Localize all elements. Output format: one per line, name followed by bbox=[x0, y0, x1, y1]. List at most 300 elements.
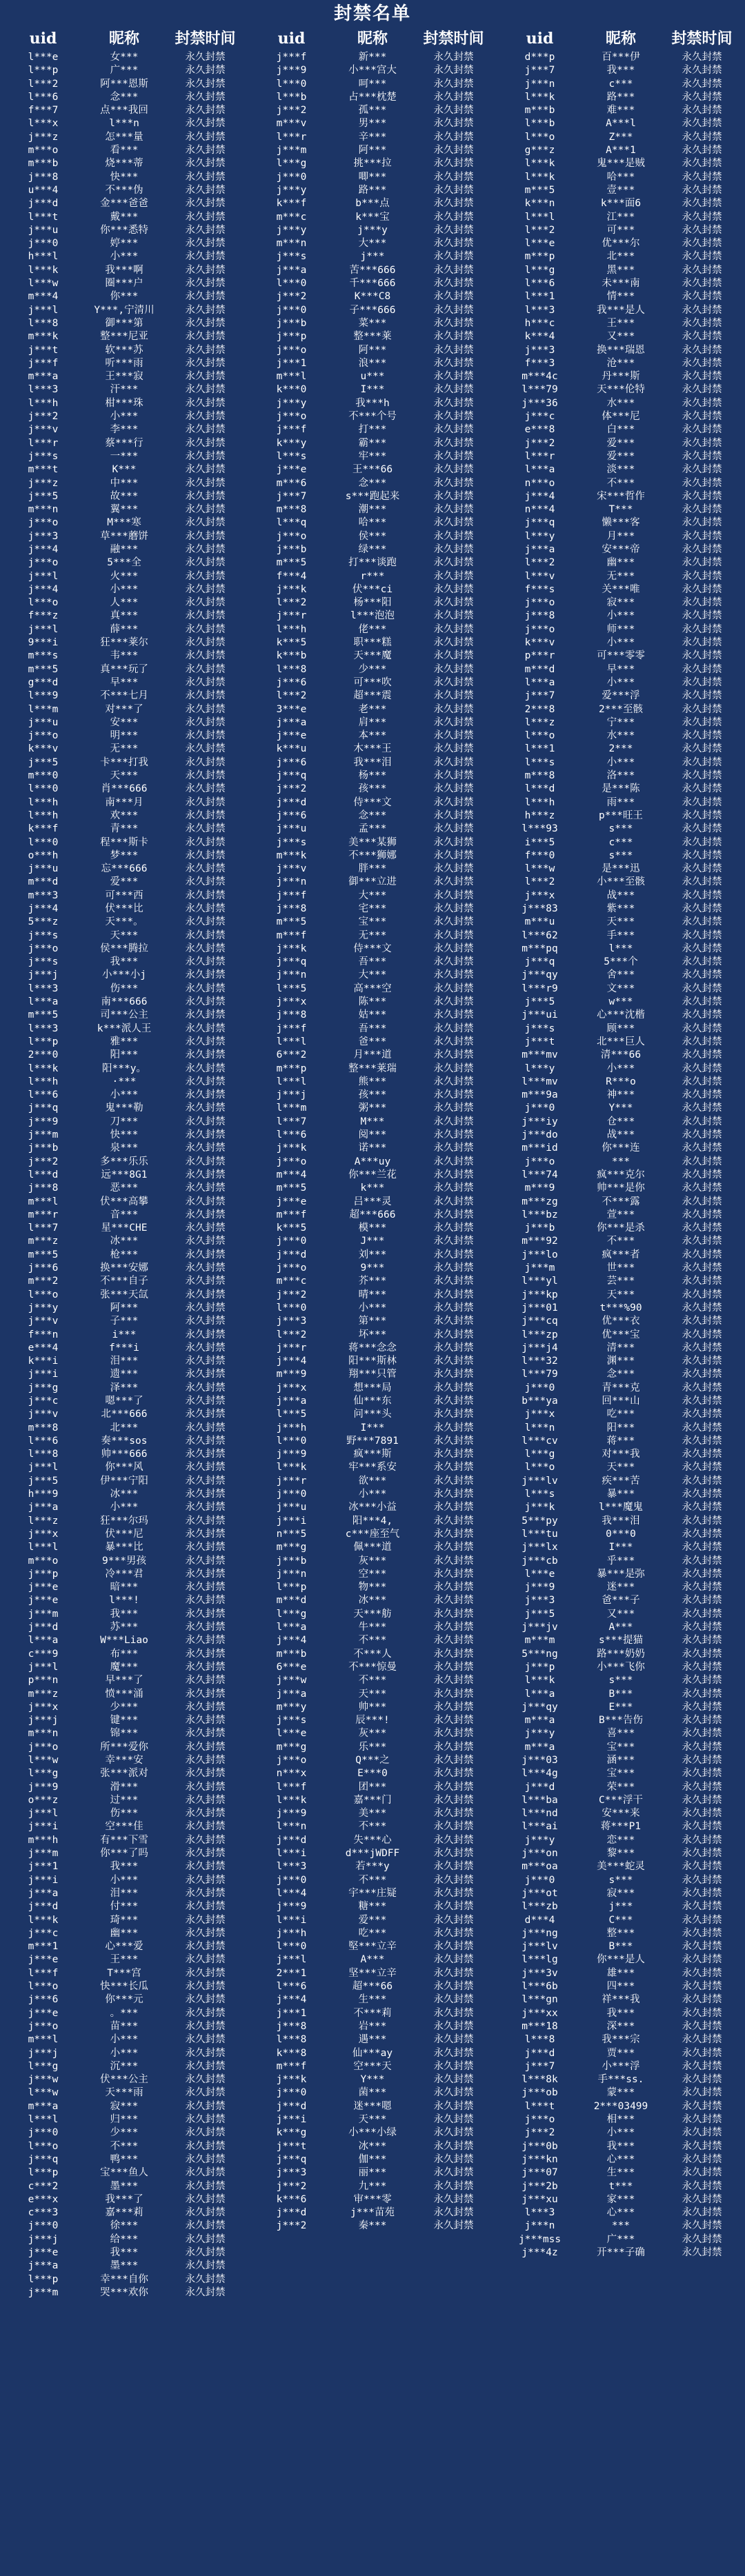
table-row bbox=[0, 676, 248, 690]
ban-time-cell: 永久封禁 bbox=[682, 490, 722, 502]
table-row bbox=[497, 1063, 745, 1076]
table-row bbox=[0, 437, 248, 450]
uid-cell: j***t bbox=[524, 1036, 555, 1047]
table-row bbox=[0, 2153, 248, 2166]
uid-cell: h***l bbox=[28, 251, 59, 263]
uid-cell: f***7 bbox=[28, 105, 59, 117]
nickname-cell: 给*** bbox=[110, 2233, 139, 2245]
ban-time-cell: 永久封禁 bbox=[433, 1927, 474, 1939]
ban-time-cell: 永久封禁 bbox=[185, 1914, 226, 1926]
nickname-cell: 泪*** bbox=[110, 1887, 139, 1899]
ban-time-cell: 永久封禁 bbox=[185, 703, 226, 715]
ban-time-cell: 永久封禁 bbox=[185, 2100, 226, 2112]
table-row bbox=[497, 2246, 745, 2260]
ban-time-cell: 永久封禁 bbox=[433, 211, 474, 223]
table-row bbox=[0, 823, 248, 836]
table-row bbox=[248, 197, 497, 210]
uid-cell: j***o bbox=[28, 517, 59, 529]
uid-cell: l***b bbox=[276, 91, 307, 103]
table-row bbox=[0, 224, 248, 237]
nickname-cell: 牛*** bbox=[358, 1622, 387, 1633]
uid-cell: j***6 bbox=[28, 1262, 59, 1274]
nickname-cell: 真*** bbox=[110, 610, 139, 622]
uid-cell: j***o bbox=[28, 557, 59, 569]
nickname-cell: 雨*** bbox=[606, 796, 635, 808]
table-row bbox=[0, 397, 248, 410]
table-row bbox=[248, 1249, 497, 1262]
nickname-cell: 可***西 bbox=[105, 889, 143, 901]
uid-cell: m***z bbox=[28, 1236, 59, 1247]
table-row bbox=[248, 876, 497, 889]
nickname-cell: 水*** bbox=[606, 730, 635, 742]
uid-cell: l***i bbox=[276, 1848, 307, 1860]
ban-time-cell: 永久封禁 bbox=[682, 131, 722, 143]
ban-time-cell: 永久封禁 bbox=[433, 251, 474, 263]
table-row bbox=[497, 450, 745, 463]
ban-time-cell: 永久封禁 bbox=[433, 796, 474, 808]
table-row bbox=[497, 1980, 745, 1993]
table-rows bbox=[497, 51, 745, 2260]
table-row bbox=[0, 2047, 248, 2060]
uid-cell: j***r bbox=[276, 1475, 307, 1487]
uid-cell: l***0 bbox=[276, 1941, 307, 1953]
nickname-cell: 天***舫 bbox=[353, 1608, 392, 1620]
uid-cell: j***7 bbox=[524, 690, 555, 702]
ban-time-cell: 永久封禁 bbox=[433, 2047, 474, 2059]
ban-time-cell: 永久封禁 bbox=[682, 1076, 722, 1087]
table-row bbox=[0, 1501, 248, 1514]
ban-time-cell: 永久封禁 bbox=[185, 1435, 226, 1447]
ban-time-cell: 永久封禁 bbox=[682, 1848, 722, 1860]
uid-cell: j***o bbox=[524, 597, 555, 609]
table-row bbox=[0, 903, 248, 916]
nickname-cell: 你***连 bbox=[602, 1143, 640, 1154]
ban-time-cell: 永久封禁 bbox=[682, 1329, 722, 1340]
ban-time-cell: 永久封禁 bbox=[682, 863, 722, 875]
ban-time-cell: 永久封禁 bbox=[433, 1834, 474, 1846]
ban-time-cell: 永久封禁 bbox=[433, 1462, 474, 1473]
uid-cell: j***2 bbox=[28, 1156, 59, 1167]
uid-cell: l***h bbox=[524, 796, 555, 808]
nickname-cell: 子***666 bbox=[349, 304, 396, 316]
nickname-cell: 清***66 bbox=[600, 1049, 642, 1061]
table-row bbox=[248, 1382, 497, 1395]
ban-time-cell: 永久封禁 bbox=[185, 304, 226, 316]
nickname-cell: 宝*** bbox=[606, 1741, 635, 1753]
ban-time-cell: 永久封禁 bbox=[185, 1076, 226, 1087]
uid-cell: j***8 bbox=[28, 1183, 59, 1194]
nickname-cell: I*** bbox=[608, 1542, 633, 1553]
nickname-cell: 不*** bbox=[606, 477, 635, 489]
nickname-cell: 高***空 bbox=[353, 983, 392, 994]
table-row bbox=[0, 530, 248, 543]
uid-cell: j***2 bbox=[524, 437, 555, 449]
ban-time-cell: 永久封禁 bbox=[682, 158, 722, 170]
uid-cell: j***u bbox=[276, 1502, 307, 1513]
nickname-cell: p***旺王 bbox=[599, 809, 643, 821]
uid-cell: l***5 bbox=[276, 983, 307, 994]
nickname-cell: 黑*** bbox=[606, 264, 635, 276]
ban-time-cell: 永久封禁 bbox=[682, 770, 722, 782]
uid-cell: l***i bbox=[276, 1914, 307, 1926]
uid-cell: l***tu bbox=[522, 1528, 558, 1540]
table-row bbox=[0, 1953, 248, 1966]
uid-cell: f***0 bbox=[524, 849, 555, 861]
nickname-cell: 新*** bbox=[358, 52, 387, 63]
ban-time-cell: 永久封禁 bbox=[185, 198, 226, 210]
nickname-cell: 不*** bbox=[110, 2140, 139, 2152]
uid-cell: l***y bbox=[524, 530, 555, 542]
table-row bbox=[497, 1581, 745, 1594]
nickname-cell: 爱*** bbox=[110, 876, 139, 888]
nickname-cell: 粥*** bbox=[358, 1103, 387, 1114]
nickname-cell: i*** bbox=[112, 1329, 137, 1340]
ban-time-cell: 永久封禁 bbox=[433, 331, 474, 343]
header-nickname: 昵称 bbox=[357, 30, 388, 48]
table-row bbox=[248, 1634, 497, 1647]
uid-cell: l***gn bbox=[522, 1994, 558, 2006]
table-row bbox=[248, 1355, 497, 1368]
nickname-cell: 9*** bbox=[360, 1262, 385, 1274]
nickname-cell: 真***玩了 bbox=[100, 663, 148, 675]
ban-time-cell: 永久封禁 bbox=[185, 943, 226, 954]
uid-cell: k***v bbox=[28, 743, 59, 755]
table-row bbox=[248, 650, 497, 663]
uid-cell: j***mss bbox=[518, 2233, 562, 2245]
ban-time-cell: 永久封禁 bbox=[185, 1382, 226, 1393]
table-row bbox=[0, 1142, 248, 1155]
uid-cell: i***5 bbox=[524, 836, 555, 848]
nickname-cell: 疯***斯 bbox=[353, 1449, 392, 1460]
uid-cell: j***k bbox=[276, 943, 307, 954]
ban-time-cell: 永久封禁 bbox=[433, 1954, 474, 1966]
ban-time-cell: 永久封禁 bbox=[682, 623, 722, 635]
ban-time-cell: 永久封禁 bbox=[185, 1808, 226, 1820]
uid-cell: j***i bbox=[276, 2114, 307, 2126]
uid-cell: j***m bbox=[524, 1262, 555, 1274]
ban-time-cell: 永久封禁 bbox=[682, 1143, 722, 1154]
uid-cell: j***a bbox=[276, 716, 307, 728]
uid-cell: j***e bbox=[276, 1196, 307, 1207]
nickname-cell: 刀*** bbox=[110, 1116, 139, 1127]
nickname-cell: 嗯***了 bbox=[105, 1395, 143, 1407]
nickname-cell: 空***天 bbox=[353, 2060, 392, 2072]
ban-time-cell: 永久封禁 bbox=[682, 703, 722, 715]
uid-cell: l***7 bbox=[28, 1222, 59, 1234]
ban-time-cell: 永久封禁 bbox=[185, 1462, 226, 1473]
table-row bbox=[248, 1342, 497, 1355]
ban-time-cell: 永久封禁 bbox=[433, 450, 474, 462]
table-row bbox=[0, 157, 248, 170]
nickname-cell: 嘉***门 bbox=[353, 1794, 392, 1806]
uid-cell: j***x bbox=[524, 889, 555, 901]
ban-time-cell: 永久封禁 bbox=[682, 1994, 722, 2006]
ban-time-cell: 永久封禁 bbox=[433, 1422, 474, 1433]
table-row bbox=[497, 1156, 745, 1169]
table-row bbox=[497, 1648, 745, 1661]
nickname-cell: 侯***腾拉 bbox=[100, 943, 148, 954]
nickname-cell: 幽*** bbox=[606, 557, 635, 569]
uid-cell: m***u bbox=[524, 916, 555, 928]
nickname-cell: j***y bbox=[357, 224, 388, 236]
ban-time-cell: 永久封禁 bbox=[433, 637, 474, 649]
uid-cell: j***a bbox=[28, 1887, 59, 1899]
uid-cell: l***p bbox=[28, 2167, 59, 2179]
ban-time-cell: 永久封禁 bbox=[185, 1688, 226, 1700]
uid-cell: m***6 bbox=[276, 477, 307, 489]
uid-cell: l***r bbox=[276, 131, 307, 143]
ban-time-cell: 永久封禁 bbox=[185, 743, 226, 755]
nickname-cell: 我***是人 bbox=[597, 304, 645, 316]
uid-cell: l***s bbox=[276, 450, 307, 462]
nickname-cell: 欢*** bbox=[110, 809, 139, 821]
ban-time-cell: 永久封禁 bbox=[185, 1249, 226, 1260]
nickname-cell: 阿*** bbox=[358, 344, 387, 356]
uid-cell: j***i bbox=[28, 1874, 59, 1886]
table-row bbox=[248, 1914, 497, 1927]
uid-cell: l***h bbox=[28, 796, 59, 808]
uid-cell: m***k bbox=[28, 331, 59, 343]
nickname-cell: 侍***文 bbox=[353, 796, 392, 808]
ban-time-cell: 永久封禁 bbox=[185, 224, 226, 236]
nickname-cell: B*** bbox=[608, 1688, 633, 1700]
ban-time-cell: 永久封禁 bbox=[682, 504, 722, 516]
table-row bbox=[497, 277, 745, 290]
ban-time-cell: 永久封禁 bbox=[433, 1316, 474, 1327]
nickname-cell: 爱*** bbox=[358, 1914, 387, 1926]
uid-cell: m***5 bbox=[524, 184, 555, 196]
ban-time-cell: 永久封禁 bbox=[433, 1063, 474, 1074]
table-row bbox=[248, 863, 497, 876]
ban-time-cell: 永久封禁 bbox=[433, 2153, 474, 2165]
nickname-cell: 呵*** bbox=[358, 78, 387, 90]
uid-cell: j***do bbox=[522, 1129, 558, 1141]
uid-cell: l***h bbox=[276, 623, 307, 635]
nickname-cell: 小*** bbox=[110, 1874, 139, 1886]
nickname-cell: 小***小j bbox=[102, 969, 146, 981]
nickname-cell: 安*** bbox=[110, 716, 139, 728]
table-row bbox=[497, 996, 745, 1009]
table-row bbox=[0, 1834, 248, 1847]
nickname-cell: 回***山 bbox=[602, 1395, 640, 1407]
table-row bbox=[248, 1235, 497, 1248]
table-row bbox=[0, 197, 248, 210]
table-row bbox=[248, 317, 497, 330]
uid-cell: j***k bbox=[276, 2074, 307, 2086]
nickname-cell: c*** bbox=[608, 78, 633, 90]
ban-time-cell: 永久封禁 bbox=[433, 1449, 474, 1460]
ban-time-cell: 永久封禁 bbox=[682, 2020, 722, 2032]
ban-time-cell: 永久封禁 bbox=[433, 530, 474, 542]
ban-time-cell: 永久封禁 bbox=[433, 2180, 474, 2192]
ban-time-cell: 永久封禁 bbox=[185, 1156, 226, 1167]
ban-time-cell: 永久封禁 bbox=[185, 78, 226, 90]
nickname-cell: 老*** bbox=[358, 703, 387, 715]
ban-time-cell: 永久封禁 bbox=[682, 344, 722, 356]
uid-cell: l***z bbox=[524, 716, 555, 728]
uid-cell: g***d bbox=[28, 676, 59, 688]
nickname-cell: 南***月 bbox=[105, 796, 143, 808]
uid-cell: j***lv bbox=[522, 1475, 558, 1487]
uid-cell: h***9 bbox=[28, 1489, 59, 1500]
nickname-cell: 优***衣 bbox=[602, 1316, 640, 1327]
table-row bbox=[497, 1515, 745, 1528]
table-row bbox=[0, 943, 248, 956]
uid-cell: j***0b bbox=[522, 2140, 558, 2152]
table-row bbox=[0, 556, 248, 570]
nickname-cell: 2***至骸 bbox=[599, 703, 643, 715]
table-row bbox=[248, 1794, 497, 1807]
ban-time-cell: 永久封禁 bbox=[682, 1196, 722, 1207]
table-row bbox=[497, 1820, 745, 1833]
nickname-cell: 相*** bbox=[606, 2114, 635, 2126]
uid-cell: j***b bbox=[276, 317, 307, 329]
uid-cell: j***d bbox=[524, 2047, 555, 2059]
uid-cell: l***lg bbox=[522, 1954, 558, 1966]
nickname-cell: 人*** bbox=[110, 597, 139, 609]
nickname-cell: 爸*** bbox=[358, 1036, 387, 1047]
uid-cell: m***c bbox=[276, 211, 307, 223]
uid-cell: l***zb bbox=[522, 1901, 558, 1913]
uid-cell: j***e bbox=[28, 1954, 59, 1966]
table-row bbox=[497, 1315, 745, 1328]
table-row bbox=[248, 1448, 497, 1461]
table-row bbox=[497, 743, 745, 756]
uid-cell: 9***i bbox=[28, 637, 59, 649]
nickname-cell: E*** bbox=[608, 1701, 633, 1713]
ban-time-cell: 永久封禁 bbox=[185, 1701, 226, 1713]
table-row bbox=[497, 357, 745, 370]
uid-cell: 2***8 bbox=[524, 703, 555, 715]
ban-time-cell: 永久封禁 bbox=[433, 1249, 474, 1260]
table-row bbox=[0, 729, 248, 743]
ban-time-cell: 永久封禁 bbox=[185, 1502, 226, 1513]
table-row bbox=[497, 1329, 745, 1342]
nickname-cell: 又*** bbox=[606, 1608, 635, 1620]
nickname-cell: s*** bbox=[608, 849, 633, 861]
table-row bbox=[497, 1967, 745, 1980]
ban-time-cell: 永久封禁 bbox=[185, 238, 226, 250]
table-row bbox=[0, 969, 248, 982]
table-row bbox=[248, 1023, 497, 1036]
ban-time-cell: 永久封禁 bbox=[433, 291, 474, 303]
uid-cell: m***v bbox=[276, 118, 307, 130]
table-row bbox=[248, 1820, 497, 1833]
nickname-cell: 你***了吗 bbox=[100, 1848, 148, 1860]
uid-cell: l***0 bbox=[276, 1435, 307, 1447]
uid-cell: b***ya bbox=[522, 1395, 558, 1407]
uid-cell: l***o bbox=[524, 131, 555, 143]
uid-cell: j***s bbox=[28, 450, 59, 462]
nickname-cell: 手***ss. bbox=[597, 2074, 644, 2086]
table-row bbox=[0, 477, 248, 490]
table-row bbox=[0, 1887, 248, 1900]
nickname-cell: 我***泪 bbox=[353, 756, 392, 768]
table-row bbox=[497, 2033, 745, 2046]
table-row bbox=[0, 636, 248, 650]
ban-time-cell: 永久封禁 bbox=[682, 331, 722, 343]
ban-time-cell: 永久封禁 bbox=[185, 1262, 226, 1274]
nickname-cell: 疾***苦 bbox=[602, 1475, 640, 1487]
ban-time-cell: 永久封禁 bbox=[433, 1435, 474, 1447]
table-row bbox=[497, 2233, 745, 2246]
table-row bbox=[0, 1515, 248, 1528]
table-row bbox=[0, 2020, 248, 2033]
table-row bbox=[497, 1847, 745, 1860]
table-row bbox=[497, 516, 745, 530]
table-row bbox=[0, 1395, 248, 1408]
uid-cell: k***4 bbox=[524, 331, 555, 343]
ban-time-cell: 永久封禁 bbox=[682, 1568, 722, 1580]
nickname-cell: 北*** bbox=[110, 1422, 139, 1433]
nickname-cell: 水*** bbox=[606, 397, 635, 409]
ban-time-cell: 永久封禁 bbox=[682, 783, 722, 795]
ban-time-cell: 永久封禁 bbox=[433, 171, 474, 183]
uid-cell: j***l bbox=[28, 623, 59, 635]
uid-cell: l***w bbox=[28, 2087, 59, 2099]
nickname-cell: 听***雨 bbox=[105, 357, 143, 369]
table-row bbox=[248, 1329, 497, 1342]
table-row bbox=[0, 357, 248, 370]
ban-time-cell: 永久封禁 bbox=[682, 1089, 722, 1101]
nickname-cell: 愤***涌 bbox=[105, 1688, 143, 1700]
nickname-cell: K***C8 bbox=[354, 291, 391, 303]
uid-cell: j***m bbox=[28, 1129, 59, 1141]
uid-cell: j***8 bbox=[276, 1009, 307, 1021]
nickname-cell: 小*** bbox=[606, 676, 635, 688]
uid-cell: m***9a bbox=[522, 1089, 558, 1101]
uid-cell: j***q bbox=[276, 956, 307, 968]
table-row bbox=[0, 2086, 248, 2100]
ban-time-cell: 永久封禁 bbox=[185, 1755, 226, 1766]
ban-time-cell: 永久封禁 bbox=[682, 1941, 722, 1953]
nickname-cell: A*** bbox=[360, 1954, 385, 1966]
ban-time-cell: 永久封禁 bbox=[682, 91, 722, 103]
nickname-cell: 我*** bbox=[110, 1608, 139, 1620]
uid-cell: j***o bbox=[524, 1156, 555, 1167]
ban-time-cell: 永久封禁 bbox=[185, 105, 226, 117]
table-header bbox=[497, 26, 745, 51]
ban-time-cell: 永久封禁 bbox=[433, 1502, 474, 1513]
nickname-cell: 安***来 bbox=[602, 1808, 640, 1820]
uid-cell: j***d bbox=[276, 2100, 307, 2112]
uid-cell: m***z bbox=[28, 1688, 59, 1700]
ban-time-cell: 永久封禁 bbox=[185, 2020, 226, 2032]
ban-time-cell: 永久封禁 bbox=[185, 849, 226, 861]
uid-cell: l***p bbox=[276, 1582, 307, 1593]
ban-time-cell: 永久封禁 bbox=[433, 158, 474, 170]
table-row bbox=[0, 344, 248, 357]
table-row bbox=[248, 1475, 497, 1488]
nickname-cell: 文*** bbox=[606, 983, 635, 994]
ban-time-cell: 永久封禁 bbox=[433, 2020, 474, 2032]
table-row bbox=[0, 2113, 248, 2126]
ban-time-cell: 永久封禁 bbox=[682, 2246, 722, 2258]
uid-cell: j***z bbox=[28, 131, 59, 143]
nickname-cell: f***i bbox=[109, 1342, 139, 1354]
nickname-cell: 本*** bbox=[358, 730, 387, 742]
table-row bbox=[0, 1528, 248, 1541]
ban-time-cell: 永久封禁 bbox=[433, 1489, 474, 1500]
ban-time-cell: 永久封禁 bbox=[682, 809, 722, 821]
ban-time-cell: 永久封禁 bbox=[433, 969, 474, 981]
nickname-cell: 翼*** bbox=[110, 504, 139, 516]
ban-time-cell: 永久封禁 bbox=[185, 1834, 226, 1846]
ban-time-cell: 永久封禁 bbox=[433, 1515, 474, 1527]
table-row bbox=[0, 743, 248, 756]
table-row bbox=[0, 1581, 248, 1594]
nickname-cell: 不*** bbox=[358, 1874, 387, 1886]
